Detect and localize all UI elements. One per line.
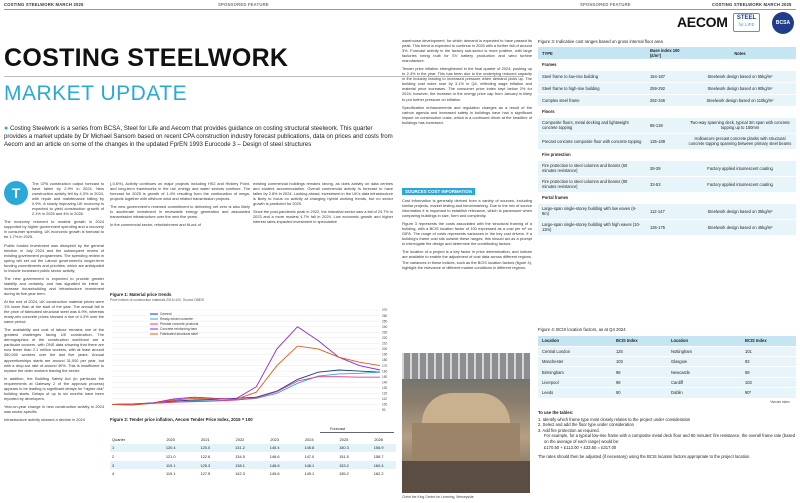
table-row: Steel frame to low-rise building 154-187 Steelwork design based on 55kg/m² [538,70,796,82]
table-row: Fire protection to steel columns and beams (60 minutes resistance) 28-39 Factory applied intumescent coating [538,160,796,176]
y-tick-label: 170 [382,363,388,368]
y-tick-label: 120 [382,391,388,396]
y-tick-label: 140 [382,380,388,385]
y-tick-label: 180 [382,358,388,363]
header-cell: Quarter [112,436,126,442]
y-tick-label: 220 [382,335,388,340]
column-2: (-0.6%). Activity continues on major projects including HS2 and Hinkley Point, and long-term frameworks in the rail, energy and water sectors continue. The forecast for 2025 is growth of 1.4% resulting from the continuation of mega-projects together with offshore wind and related transmission projects. The new government’s renewed commitment to delivering net zero is also likely to accelerate investment in renewable energy generation and associated transmission infrastructure over the next five years. In the commercial sector, refurbishment and fit-out of [110,181,250,228]
legend-label: Fabricated structural steel [160,332,198,337]
y-tick-label: 210 [382,341,388,346]
dropcap: T [4,181,28,205]
column-4b: Cost information is generally derived from a variety of sources, including similar projects, market testing and benchmarking. Due to the mix of source information it is important to establish relevance, which is paramount when comparing buildings in size, form and complexity. Figure 3 represents the costs associated with the structural framing of a building, with a BCIS location factor of 100 expressed as a cost per m² on GIFA. The range of costs represents variances in the key cost drivers. If a building’s frame cost sits outside these ranges, this should act as a prompt to interrogate the design and determine the contributing factors. The location of a project is a key factor in price determination, and indices are available to enable the adjustment of cost data across different regions. The variances in these indices, such as the BCIS location factors (figure 4), highlight the relevance of different market conditions in different regions. [402,198,532,270]
y-tick-label: 240 [382,324,388,329]
header-cell: 2021 [201,436,210,442]
y-tick-label: 200 [382,347,388,352]
table-row: Composite floors, metal decking and lightweight concrete topping 88-138 Two-way spanning deck, typical 3m span with concrete topping up to 150mm [538,117,796,133]
material-price-chart [110,306,396,414]
y-tick-label: 270 [382,308,388,313]
page-subtitle: MARKET UPDATE [4,82,188,105]
legend-label: Ready-mixed concrete [160,317,193,322]
y-tick-label: 130 [382,385,388,390]
page-title: COSTING STEELWORK [4,44,289,72]
sources-heading: SOURCES COST INFORMATION [402,188,475,195]
y-tick-label: 160 [382,369,388,374]
standfirst: ● Costing Steelwork is a series from BCSA, Steel for Life and Aecom that provides guidance on costing structural steelwork. This quarter provides a market update by Dr Michael Sansom based on recent CPA construction industry forecast publications, data on prices and costs from Aecom and an article on some of the changes in the updated FprEN 1993 Eurocode 3 – Design of steel structures [4,125,393,149]
running-title-left: COSTING STEELWORK MARCH 2025 [4,2,84,7]
legend-label: Precast concrete products [160,322,199,327]
table-row: Manchester 103 Glasgow 93 [538,357,796,367]
legend-label: Cement [160,312,172,317]
header-cell: 2024 [304,436,314,442]
table-row: 4 119.1 127.5 142.3 145.6 149.1 155.2 162.2 [112,471,384,477]
sponsored-label-right: SPONSORED FEATURE [580,2,631,7]
header-cell: 2023 [270,436,279,442]
series-line-3 [112,377,380,405]
table-row: Leeds 90 Dublin 90* [538,387,796,397]
table-row: Precast concrete composite floor with concrete topping 135-189 Hollowcore precast concrete planks with structural concrete topping spanning between primary steel beams [538,133,796,149]
y-tick-label: 230 [382,330,388,335]
use-tables-box: To use the tables: 1. Identify which frame type most closely relates to the project under consideration 2. Select and add the floor type under consideration 3. Add fire protection as required. For example, for a typical low-rise frame with a composite metal deck floor and 60 minutes’ fire resistance, the overall frame rate (based on the average of each range) would be: £170.50 + £113.00 + £33.50 = £317.00 The rates should then be adjusted (if necessary) using the BCIS location factors appropriate to the project location. [538,410,796,460]
cost-range-table: TYPE Base index 100 (£/m²) Notes Frames Steel frame to low-rise building 154-187 Steelwork design based on 55kg/m² Steel frame to high-rise building 259-292 Steelwork design based on 90kg/m² Complex steel frame 292-346 Steelwork design based on 110kg/m² Floors Composite floors, metal decking and lightweight concrete topping 88-138 Two-way spanning deck, typical 3m span with concrete topping up to 150mm Precast concrete composite floor with concrete topping 135-189 Hollowcore precast concrete planks with structural concrete topping spanning between primary steel beams Fire protection Fire protection to steel columns and beams (60 minutes resistance) 28-39 Factory applied intumescent coating Fire protection to steel columns and beams (90 minutes resistance) 33-53 Factory applied intumescent coating Portal frames Large-span single-storey building with low eaves (6-8m) 112-147 Steelwork design based on 35kg/m² Large-span single-storey building with high eaves (10-13m) 136-175 Steelwork design based on 45kg/m² [538,47,796,235]
sponsored-label-left: SPONSORED FEATURE [218,2,269,7]
bcsa-logo: BCSA [772,12,794,34]
figure3-title: Figure 3: Indicative cost ranges based on gross internal floor area [538,39,663,44]
header-cell: 2022 [235,436,245,442]
table-row: 1 120.4 120.0 131.2 145.4 145.8 150.3 156.9 [110,444,396,453]
table-row: 3 119.1 125.3 138.1 146.8 148.1 153.2 160.4 [110,461,396,470]
table-row: Central London 125 Nottingham 101 [538,346,796,356]
table-row: Complex steel frame 292-346 Steelwork design based on 110kg/m² [538,94,796,106]
series-line-5 [112,346,380,405]
header-cell: 2025 [339,436,349,442]
table-row: Large-span single-storey building with low eaves (6-8m) 112-147 Steelwork design based on 35kg/m² [538,203,796,219]
table-row: Birmingham 98 Newcastle 89 [538,367,796,377]
building-photo [402,353,530,493]
column-3: existing commercial buildings remains strong, as does activity on data centres and student accommodation. Overall commercial activity is forecast to have fallen by 2.8% in 2024. Looking ahead, investment in the UK’s data infrastructure is likely to focus on activity at changing hybrid working trends, but no sector growth is predicted for 2025. Since the post-pandemic peak in 2022, the industrial sector saw a fall of 24.7% in 2023 and a more modest 4.7% fall in 2024. Low economic growth and higher interest rates impacted investment in speculative [253,181,393,225]
figure1-subtitle: Price indices of construction materials 2015=100. Source DBEIS [110,298,205,302]
table-row: Steel frame to high-rise building 259-292 Steelwork design based on 90kg/m² [538,82,796,94]
photo-caption: Christ the King Centre for Learning, Merseyside [402,495,474,499]
y-tick-label: 150 [382,374,388,379]
tender-price-table [110,435,396,478]
use-tables-heading: To use the tables: [538,410,574,415]
table-row: Liverpool 98 Cardiff 103 [538,377,796,387]
figure4-title: Figure 4: BCIS location factors, as at Q4 2024 [538,327,626,332]
column-4: warehouse development, for which demand is expected to have passed its peak. This trend is expected to continue in 2025 with a further fall of around 3%. Forecast activity in the factory sub-sector is more positive, with large factories being built for EV battery production and wind turbine manufacture. Tender price inflation strengthened in the final quarter of 2024, pushing up to 2.4% in the year. This has been due to the underlying reduced capacity in the industry leading to increased pressure when demand picks up. The building cost index rose by 3.1% in Q4, reflecting wage inflation and material price increases. The consumer price index kept below 2% for 2024; however, the increase in the energy price cap from January is likely to put further pressure on inflation. Specification enhancements and regulation changes as a result of the carbon agenda and increased safety in buildings have had a significant impact on construction costs, which is a continued driver at the headline of buildings has increased. [402,38,532,125]
aecom-logo: AECOM [677,14,728,30]
figure1-title: Figure 1: Material price trends [110,292,172,297]
table-row: 2 121.0 122.6 134.5 146.6 147.0 151.5 158.7 [112,453,384,459]
y-tick-label: 250 [382,319,388,324]
y-tick-label: 110 [382,397,388,402]
y-tick-label: 260 [382,313,388,318]
table-row: Fire protection to steel columns and beams (90 minutes resistance) 33-53 Factory applied intumescent coating [538,176,796,192]
location-factor-table: Location BCIS Index Location BCIS Index Central London 125 Nottingham 101 Manchester 103 Glasgow 93 Birmingham 98 Newcastle 89 Liverpool 98 Cardiff 103 Leeds 90 Dublin 90* [538,336,796,398]
y-tick-label: 90 [382,408,386,413]
steel-for-life-logo: STEEL for LIFE [733,13,760,32]
legend-label: Concrete reinforcing bars [160,327,198,332]
bullet-icon: ● [4,125,9,132]
y-tick-label: 190 [382,352,388,357]
column-1: The CPA construction output forecast to have fallen by 2.9% in 2024. New construction activity fell by 4.3% in 2024, with repair and maintenance falling by 0.9%. A slowly improving UK economy is expected to yield construction growth of 2.1% in 2025 and 4% in 2026. The economy returned to modest growth in 2024 supported by higher government spending and a recovery in consumer spending. UK economic growth is forecast to be 1.7% in 2025. Public funded investment was disrupted by the general election in July 2024 and the subsequent review of existing government programmes. The spending review in spring will set out the Labour government’s longer-term funding commitments and priorities, which are anticipated to include increased public sector activity. The new government is expected to provide greater stability and certainty, and has signalled its intent to increase housebuilding and infrastructure investment during its five-year term. At the end of 2024, UK construction material prices were 1% lower than at the start of the year. The annual fall in the price of fabricated structural steel was 6.9%, whereas ready-mix concrete prices showed a rise of 4.3% over the same period. The availability and cost of labour remains one of the greatest challenges facing UK construction. The demographics of the construction workforce are a particular concern, with ONS data showing that there are now fewer than 2.1 million workers, with at least around 350,000 workers over the last five years. Annual apprenticeships starts are around 31,000 per year, but with a drop-out rate of around 40%. This is insufficient to replace the older workers leaving the sector. In addition, the Building Safety Act (in particular the requirements at Gateway 2 of the approval process) appears to be leading to significant delays for “higher-risk” building starts. Delays of up to six months have been reported by developers. Year-on-year change in new construction activity in 2024 was sector-specific. Infrastructure activity showed a decline in 2024 [4,181,104,422]
figure2-title: Figure 2: Tender price inflation, Aecom Tender Price Index, 2015 = 100 [110,417,253,422]
forecast-label: Forecast [330,426,346,431]
header-cell: 2026 [374,436,383,442]
figure4-footnote: *Aecom index [770,400,790,404]
running-title-right: COSTING STEELWORK MARCH 2025 [712,2,792,7]
table-row: Large-span single-storey building with high eaves (10-13m) 136-175 Steelwork design based on 45kg/m² [538,219,796,235]
header-cell: 2020 [166,436,176,442]
y-tick-label: 100 [382,402,388,407]
